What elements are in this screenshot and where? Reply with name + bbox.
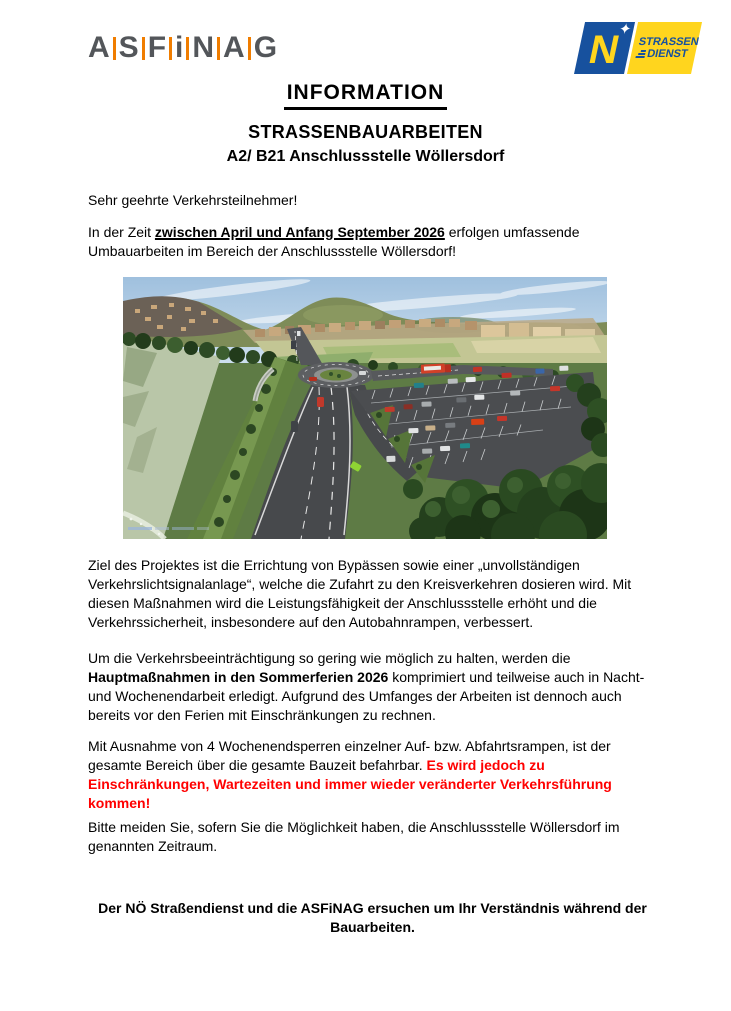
measures-paragraph	[88, 649, 657, 725]
asfinag-letter: S	[118, 31, 139, 64]
asfinag-letter: F	[147, 31, 167, 64]
measures-post: komprimiert und teilweise auch in Nacht- und Wochenendarbeit erledigt. Aufgrund des Umfanges der Arbeiten ist dennoch auch bereits vor den Ferien mit Einschränkungen zu rechnen.	[88, 669, 645, 723]
noe-logo-yellow-panel	[627, 22, 702, 74]
avoid-paragraph: Bitte meiden Sie, sofern Sie die Möglichkeit haben, die Anschlussstelle Wöllersdorf im genannten Zeitraum.	[88, 819, 620, 854]
truck	[421, 363, 451, 374]
measures-pre: Um die Verkehrsbeeinträchtigung so gering wie möglich zu halten, werden die	[88, 650, 571, 666]
asfinag-bar	[169, 37, 172, 60]
rendering-scene	[123, 277, 607, 539]
timeframe-post: erfolgen umfassende Umbauarbeiten im Bereich der Anschlussstelle Wöllersdorf!	[88, 224, 580, 259]
roundabout	[298, 362, 374, 388]
noe-strassendienst-logo	[574, 22, 702, 74]
noe-n-letter: N	[585, 27, 624, 72]
asfinag-bar	[113, 37, 116, 60]
strassendienst-line2-row	[635, 48, 697, 60]
closures-paragraph	[88, 737, 657, 813]
asfinag-bar	[142, 37, 145, 60]
strassendienst-line1: STRASSEN	[637, 36, 700, 48]
sub-subtitle: A2/ B21 Anschlussstelle Wöllersdorf	[226, 148, 505, 165]
timeframe-highlight: zwischen April und Anfang September 2026	[154, 224, 445, 240]
asfinag-letter: A	[223, 31, 245, 64]
asfinag-logo	[88, 33, 277, 63]
page-title: INFORMATION	[284, 81, 448, 110]
closing-statement: Der NÖ Straßendienst und die ASFiNAG ersuchen um Ihr Verständnis während der Bauarbeiten.	[98, 900, 647, 935]
star-icon: ✦	[617, 21, 634, 38]
asfinag-bar	[186, 37, 189, 60]
construction-rendering-image	[123, 277, 607, 539]
subtitle: STRASSENBAUARBEITEN	[248, 122, 483, 142]
greeting-paragraph: Sehr geehrte Verkehrsteilnehmer!	[88, 192, 298, 208]
goal-paragraph: Ziel des Projektes ist die Errichtung von Bypässen sowie einer „unvollständigen Verkehrslichtsignalanlage“, welche die Zufahrt zu den Kreisverkehren dosieren wird. Mit diesen Maßnahmen wird die Leistungsfähigkeit der Anschlussstelle erhöht und die Verkehrssicherheit, insbesondere auf den Autobahnrampen, verbessert.	[88, 557, 632, 630]
measures-highlight: Hauptmaßnahmen in den Sommerferien 2026	[88, 669, 389, 685]
asfinag-letter: A	[88, 31, 110, 64]
asfinag-letter: i	[175, 31, 184, 64]
closures-pre: Mit Ausnahme von 4 Wochenendsperren einzelner Auf- bzw. Abfahrtsrampen, ist der gesamte Bereich über die gesamte Bauzeit befahrbar.	[88, 738, 611, 773]
asfinag-letter: N	[192, 31, 215, 64]
timeframe-paragraph	[88, 223, 657, 261]
timeframe-pre: In der Zeit	[88, 224, 155, 240]
closures-warning: Es wird jedoch zu Einschränkungen, Wartezeiten und immer wieder veränderter Verkehrsführung kommen!	[88, 757, 612, 811]
speed-lines-icon	[635, 50, 646, 58]
title-row	[0, 81, 731, 110]
asfinag-bar	[217, 37, 220, 60]
asfinag-bar	[248, 37, 251, 60]
logo-row	[88, 21, 700, 74]
noe-logo-blue-panel	[574, 22, 635, 74]
asfinag-letter: G	[253, 31, 278, 64]
strassendienst-line2: DIENST	[645, 48, 689, 60]
